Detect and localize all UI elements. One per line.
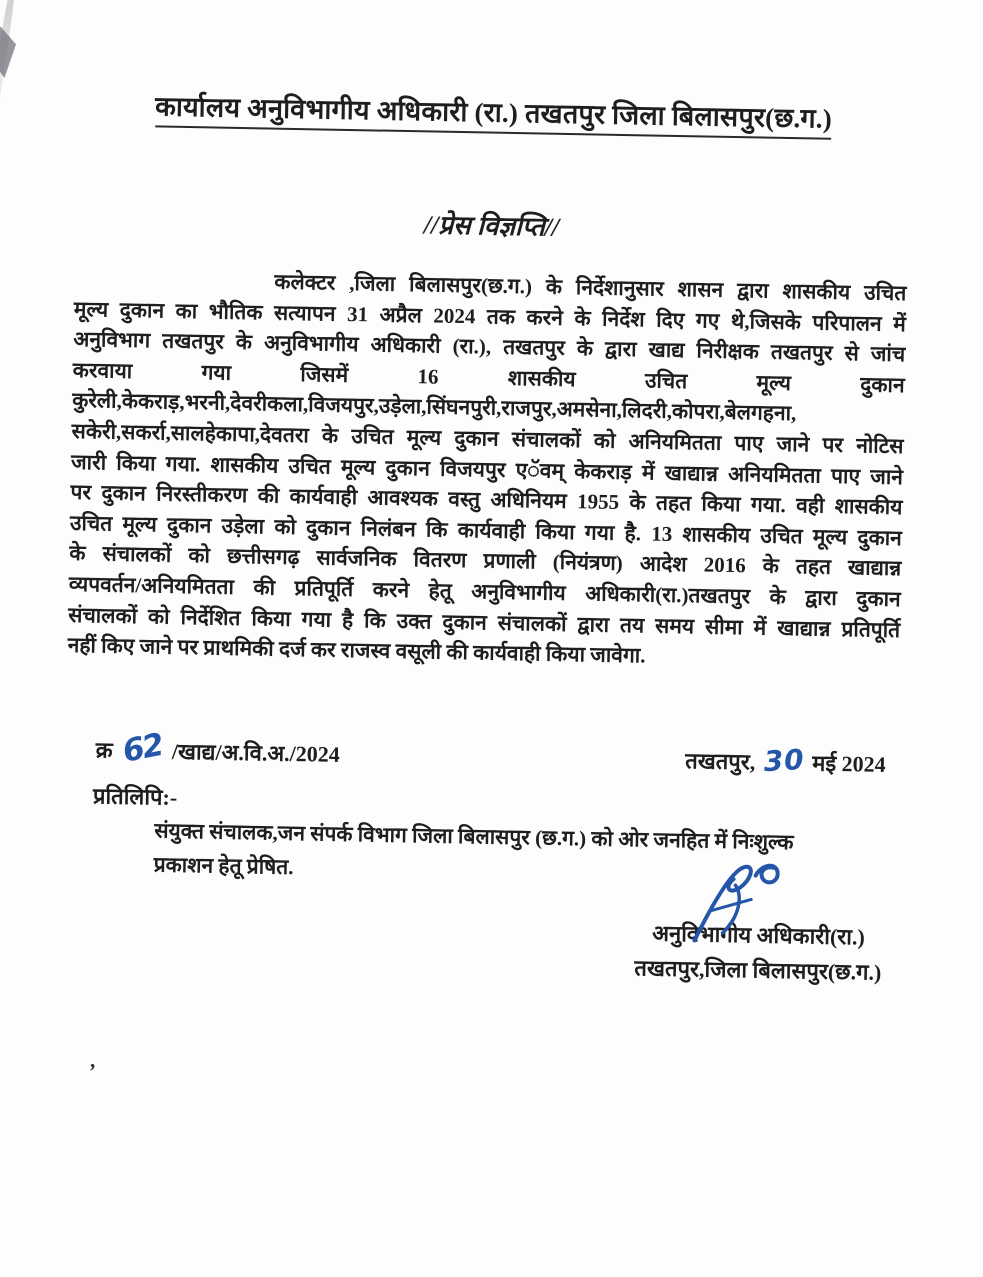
body-line: संचालकों को निर्देशित किया गया है कि उक्त दुकान संचालकों द्वारा तय समय सीमा में खाद्यान्न प्रतिपूर्ति bbox=[68, 602, 901, 642]
copy-to-label: प्रतिलिपि:- bbox=[92, 783, 178, 810]
place-label: तखतपुर, bbox=[684, 747, 756, 775]
copy-to-line: प्रकाशन हेतू प्रेषित. bbox=[153, 852, 294, 879]
signature-block bbox=[622, 915, 895, 990]
body-line: पर दुकान निरस्तीकरण की कार्यवाही आवश्यक वस्तु अधिनियम 1955 के तहत किया गया. वही शासकीय bbox=[70, 480, 903, 520]
press-release-title: //प्रेस विज्ञप्ति// bbox=[423, 210, 560, 242]
handwritten-date-day: 30 bbox=[762, 742, 806, 778]
reference-prefix: क्र bbox=[95, 737, 113, 763]
reference-and-date-row bbox=[66, 726, 899, 781]
body-line: करवाया गया जिसमें 16 शासकीय उचित मूल्य दुकान bbox=[72, 357, 905, 397]
date-month-year: मई 2024 bbox=[812, 750, 886, 777]
office-header-text: कार्यालय अनुविभागीय अधिकारी (रा.) तखतपुर जिला बिलासपुर(छ.ग.) bbox=[155, 91, 833, 139]
body-paragraph bbox=[67, 263, 906, 676]
body-line: के संचालकों को छत्तीसगढ़ सार्वजनिक वितरण प्रणाली (नियंत्रण) आदेश 2016 के तहत खाद्यान्न bbox=[69, 541, 902, 581]
body-line: व्यपवर्तन/अनियमितता की प्रतिपूर्ति करने हेतू अनुविभागीय अधिकारी(रा.)तखतपुर के द्वारा दुकान bbox=[68, 571, 901, 612]
body-line: अनुविभाग तखतपुर के अनुविभागीय अधिकारी (रा.), तखतपुर के द्वारा खाद्य निरीक्षक तखतपुर से जांच bbox=[73, 327, 906, 367]
copy-to-line: संयुक्त संचालक,जन संपर्क विभाग जिला बिलासपुर (छ.ग.) को ओर जनहित में निःशुल्क bbox=[154, 818, 794, 854]
body-line: उचित मूल्य दुकान उड़ेला को दुकान निलंबन कि कार्यवाही किया गया है. 13 शासकीय उचित मूल्य दुकान bbox=[69, 510, 903, 550]
body-line: मूल्य दुकान का भौतिक सत्यापन 31 अप्रैल 2024 तक करने के निर्देश दिए गए थे,जिसके परिपालन में bbox=[73, 296, 906, 336]
stray-ink-mark: , bbox=[90, 1048, 96, 1072]
body-line: कलेक्टर ,जिला बिलासपुर(छ.ग.) के निर्देशानुसार शासन द्वारा शासकीय उचित bbox=[274, 269, 907, 306]
paper-fold-shadow bbox=[0, 0, 19, 190]
reference-number-group bbox=[66, 726, 341, 771]
place-date-group bbox=[685, 743, 898, 781]
document-content bbox=[62, 85, 910, 990]
body-line: कुरेली,केकराड़,भरनी,देवरीकला,विजयपुर,उड़ेला,सिंघनपुरी,राजपुर,अमसेना,लिदरी,कोपरा,बेलगहना, bbox=[72, 388, 797, 426]
office-header-title bbox=[77, 85, 910, 140]
body-line: जारी किया गया. शासकीय उचित मूल्य दुकान विजयपुर एॅवम् केकराड़ में खाद्यान्न अनियमितता पाए जाने bbox=[70, 449, 904, 489]
signatory-designation: अनुविभागीय अधिकारी(रा.) bbox=[652, 920, 866, 950]
handwritten-reference-number: 62 bbox=[119, 726, 165, 770]
reference-suffix: /खाद्य/अ.वि.अ./2024 bbox=[171, 738, 340, 767]
handwritten-signature-icon bbox=[680, 858, 800, 946]
body-line: सकेरी,सकर्रा,सालहेकापा,देवतरा के उचित मूल्य दुकान संचालकों को अनियमितता पाए जाने पर नोटिस bbox=[71, 418, 904, 459]
signatory-office: तखतपुर,जिला बिलासपुर(छ.ग.) bbox=[634, 955, 882, 985]
body-line: नहीं किए जाने पर प्राथमिकी दर्ज कर राजस्व वसूली की कार्यवाही किया जावेगा. bbox=[67, 633, 646, 668]
